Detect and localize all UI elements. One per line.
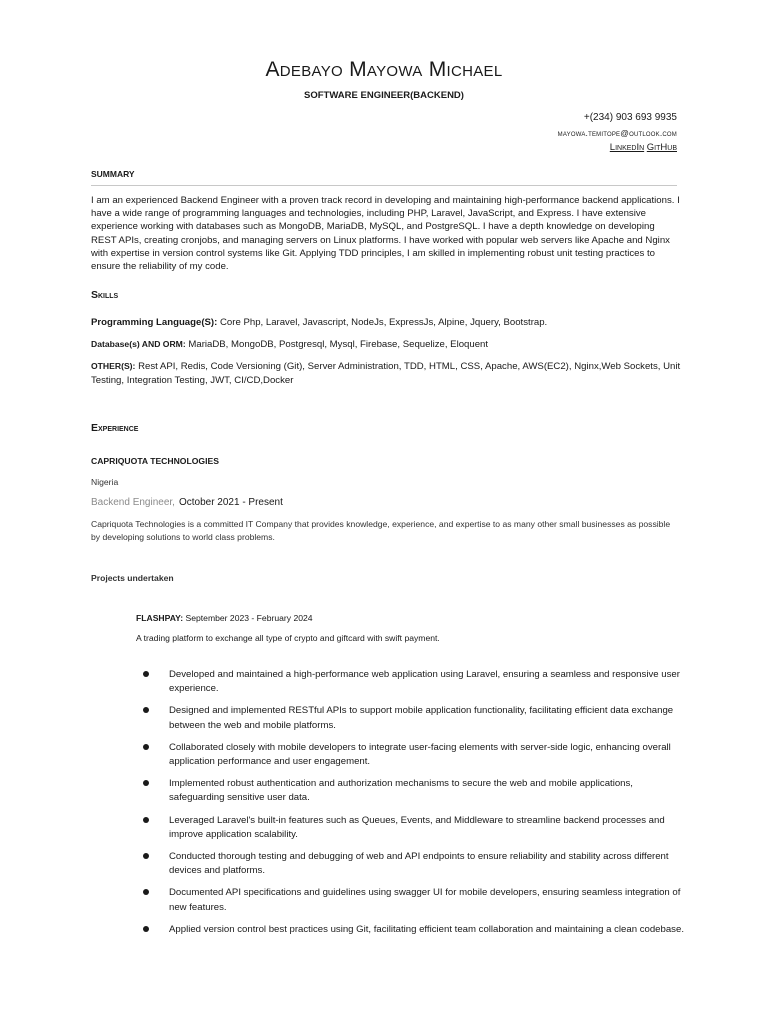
project-bullet-list: [140, 668, 685, 945]
bullet-icon: [143, 671, 149, 677]
skill-database: [91, 338, 683, 352]
bullet-text: Developed and maintained a high-performance web application using Laravel, ensuring a seamless and responsive user experience.: [169, 669, 680, 695]
company-country: Nigeria: [91, 477, 119, 487]
bullet-icon: [143, 889, 149, 895]
list-item: [140, 668, 685, 696]
skill-other-label: OTHER(S):: [91, 361, 136, 371]
bullet-text: Implemented robust authentication and authorization mechanisms to secure the web and mobile applications, safeguarding sensitive user data.: [169, 778, 633, 804]
projects-heading: Projects undertaken: [91, 573, 174, 583]
profile-links: [610, 142, 677, 153]
linkedin-link[interactable]: LinkedIn: [609, 142, 645, 153]
list-item: [140, 741, 685, 769]
list-item: [140, 777, 685, 805]
skill-database-value: MariaDB, MongoDB, Postgresql, Mysql, Firebase, Sequelize, Eloquent: [185, 339, 489, 350]
list-item: [140, 923, 685, 937]
bullet-text: Applied version control best practices using Git, facilitating efficient team collaboration and maintaining a clean codebase.: [169, 923, 684, 935]
skill-other-value: Rest API, Redis, Code Versioning (Git), Server Administration, TDD, HTML, CSS, Apache, AWS(EC2), Nginx,Web Sockets, Unit Testing, Integration Testing, JWT, CI/CD,Docker: [91, 361, 681, 386]
project-description: A trading platform to exchange all type of crypto and giftcard with swift payment.: [136, 633, 440, 643]
skill-programming: [91, 316, 683, 330]
bullet-icon: [143, 744, 149, 750]
bullet-text: Documented API specifications and guidelines using swagger UI for mobile developers, ensuring seamless integration of new features.: [169, 887, 681, 913]
skill-database-label: Database(s) AND ORM:: [91, 339, 186, 349]
job-role: Backend Engineer,: [91, 497, 175, 508]
bullet-text: Collaborated closely with mobile developers to integrate user-facing elements with server-side logic, enhancing overall application performance and user engagement.: [169, 741, 671, 768]
bullet-icon: [143, 853, 149, 859]
skill-programming-value: Core Php, Laravel, Javascript, NodeJs, ExpressJs, Alpine, Jquery, Bootstrap.: [217, 317, 548, 328]
github-link[interactable]: GitHub: [646, 142, 677, 153]
list-item: [140, 704, 685, 732]
section-divider: [91, 185, 677, 186]
job-dates: October 2021 - Present: [178, 497, 283, 508]
list-item: [140, 850, 685, 878]
skills-heading: Skills: [91, 289, 119, 301]
summary-heading: SUMMARY: [91, 169, 135, 179]
skill-other: [91, 360, 683, 387]
bullet-icon: [143, 926, 149, 932]
company-name: CAPRIQUOTA TECHNOLOGIES: [91, 456, 219, 466]
bullet-text: Conducted thorough testing and debugging of web and API endpoints to ensure reliability and stability across different devices and platforms.: [169, 851, 669, 877]
list-item: [140, 886, 685, 914]
email-address[interactable]: mayowa.temitope@outlook.com: [557, 128, 677, 138]
bullet-icon: [143, 817, 149, 823]
company-description: Capriquota Technologies is a committed IT Company that provides knowledge, experience, and expertise to as many other small businesses as possible by developing solutions to world class problems.: [91, 519, 671, 542]
list-item: [140, 814, 685, 842]
candidate-name: Adebayo Mayowa Michael: [265, 58, 503, 81]
bullet-text: Leveraged Laravel's built-in features such as Queues, Events, and Middleware to streamline backend processes and improve application scalability.: [169, 814, 665, 840]
phone-number: +(234) 903 693 9935: [583, 112, 677, 123]
project-name: FLASHPAY:: [136, 613, 184, 623]
project-header: [136, 613, 313, 623]
project-dates: September 2023 - February 2024: [183, 613, 313, 623]
bullet-text: Designed and implemented RESTful APIs to support mobile application functionality, facilitating efficient data exchange between the web and mobile platforms.: [169, 705, 674, 731]
bullet-icon: [143, 780, 149, 786]
summary-text: I am an experienced Backend Engineer with a proven track record in developing and maintaining high-performance backend applications. I have a wide range of programming languages and technologies, including PHP, Laravel, JavaScript, and Express. I have extensive experience working with databases such as MongoDB, MariaDB, MySQL, and PostgreSQL. I have a depth knowledge on developing REST APIs, creating cronjobs, and managing servers on Linux platforms. I have worked with popular web servers like Apache and Nginx with expertise in version control systems like Git. Applying TDD principles, I am skilled in implementing robust unit testing practices to ensure the reliability of my code.: [91, 195, 680, 273]
job-line: [91, 497, 283, 508]
bullet-icon: [143, 707, 149, 713]
skill-programming-label: Programming Language(S):: [91, 317, 218, 328]
job-title-heading: SOFTWARE ENGINEER(BACKEND): [304, 90, 464, 101]
experience-heading: Experience: [91, 422, 139, 434]
